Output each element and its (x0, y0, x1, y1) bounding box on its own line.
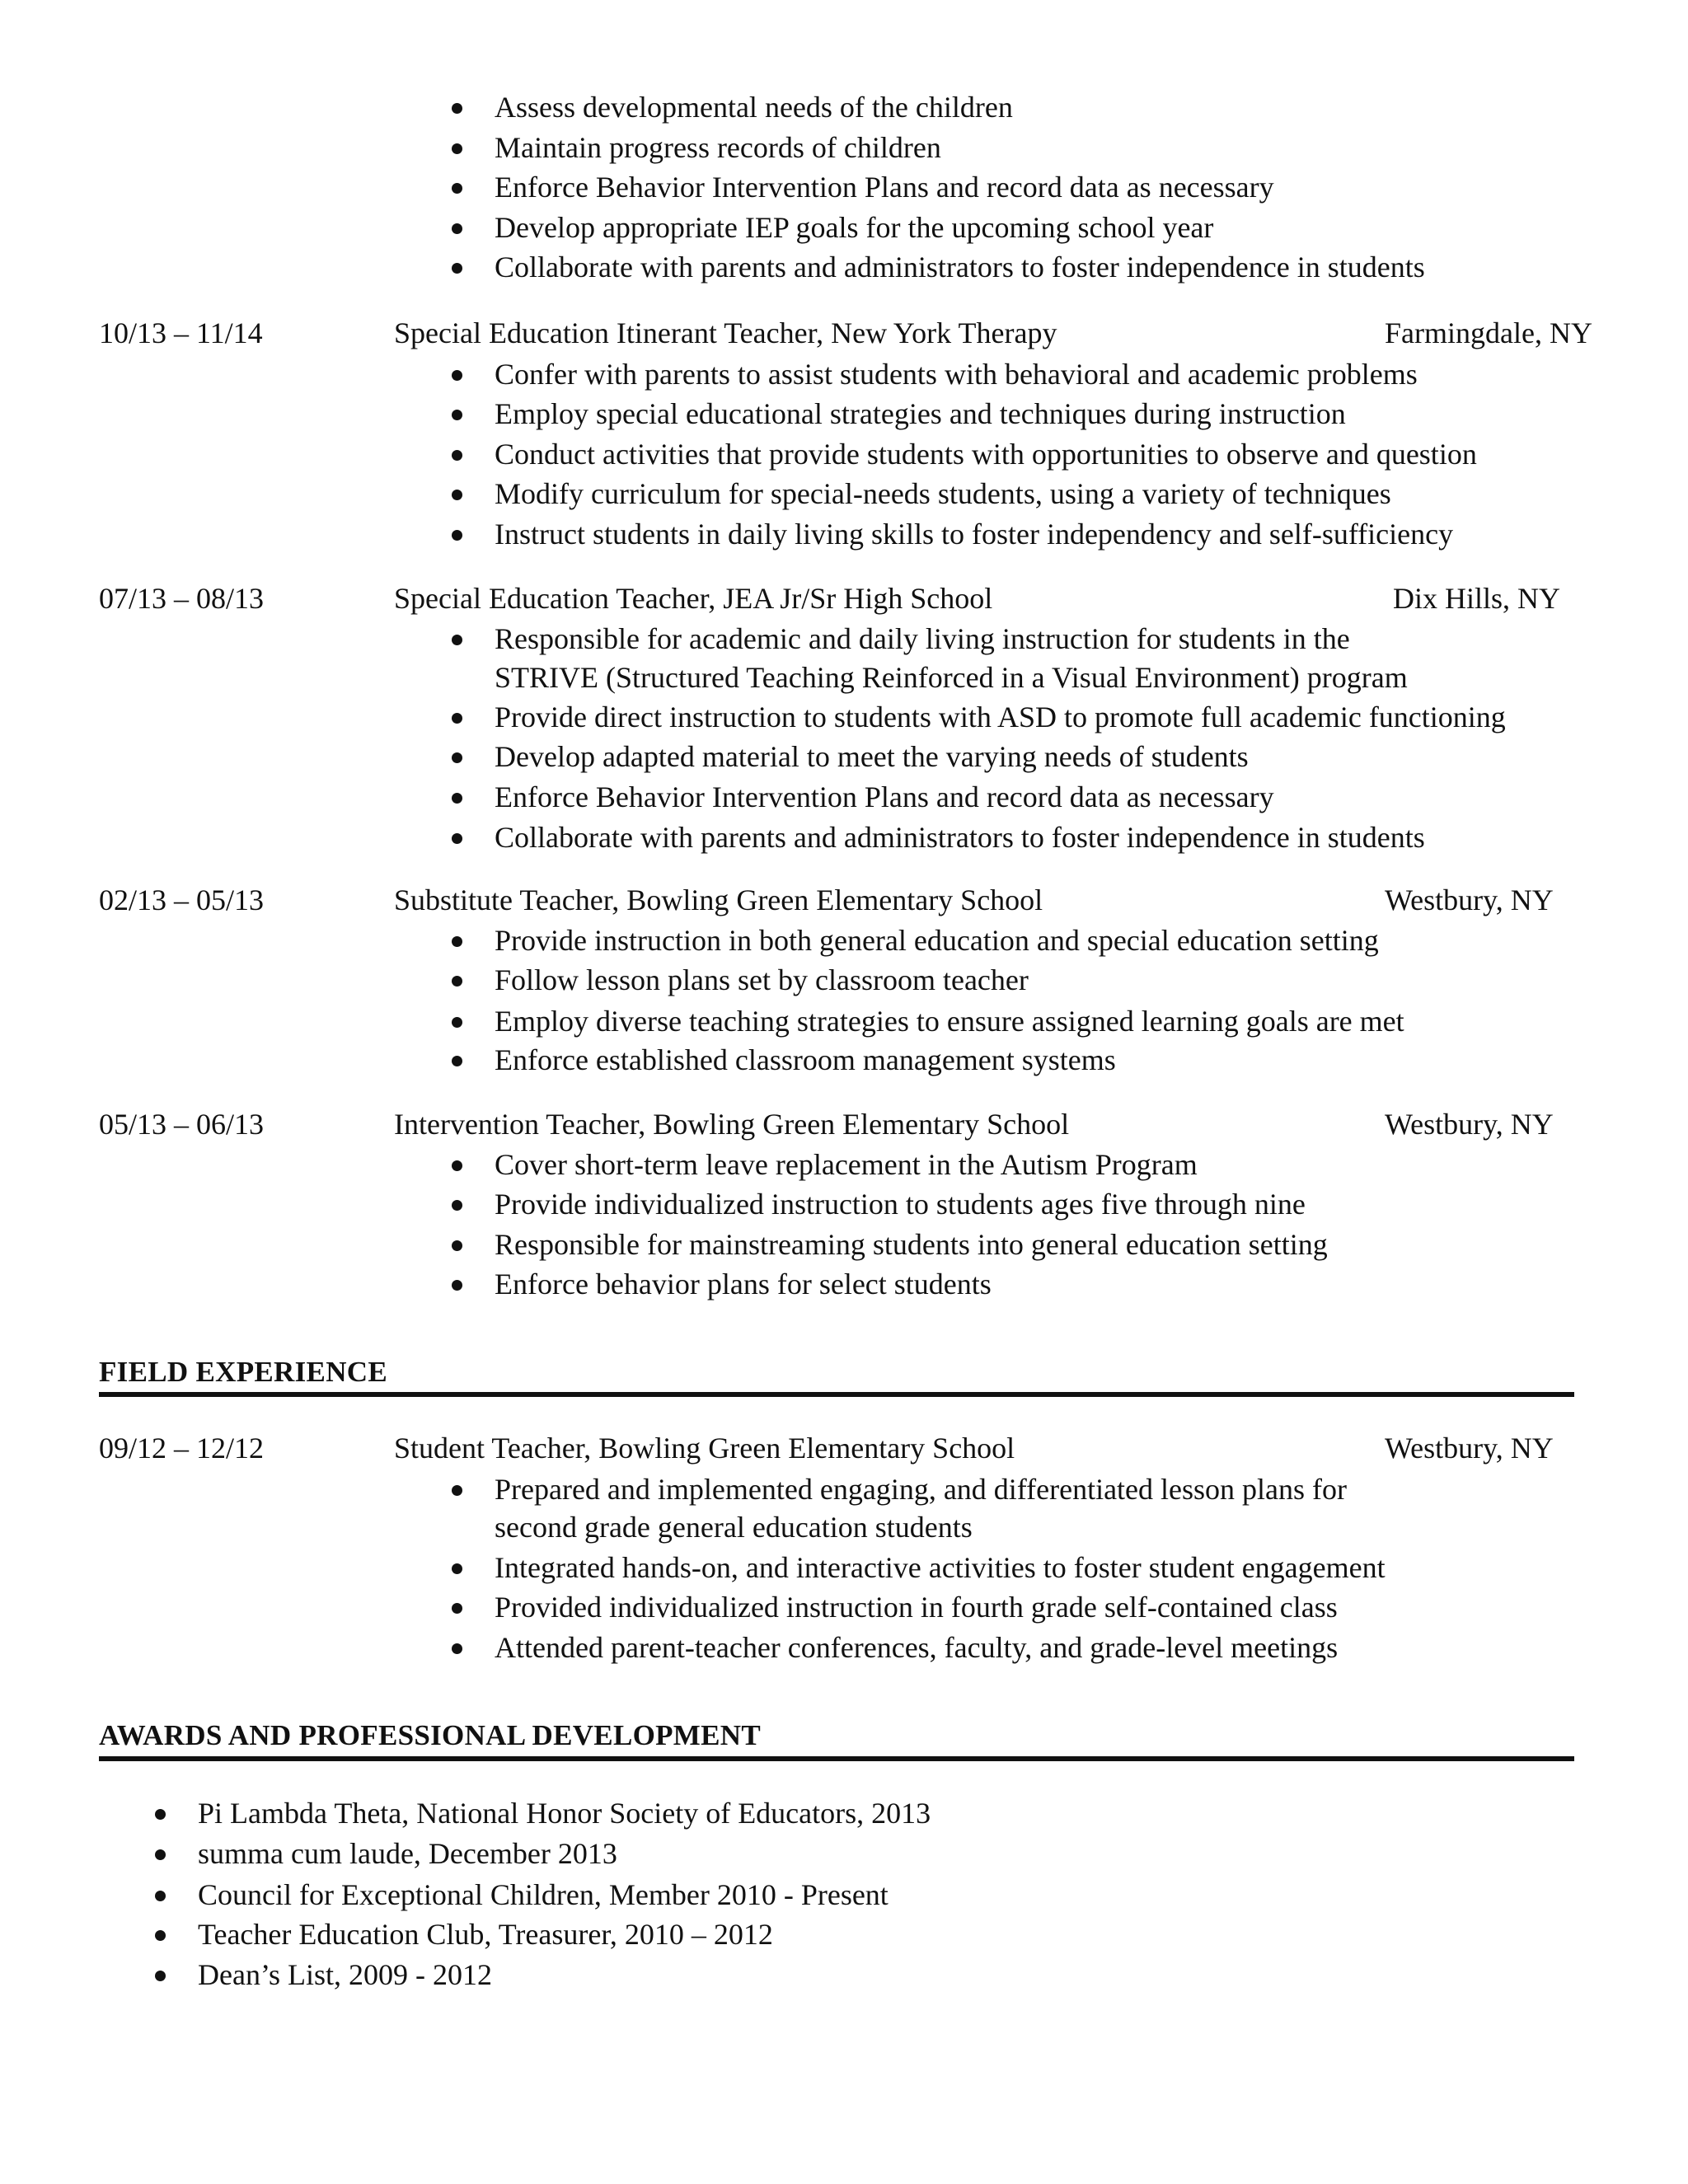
list-item: Pi Lambda Theta, National Honor Society of Educators, 2013 (198, 1797, 931, 1830)
list-item-continuation: STRIVE (Structured Teaching Reinforced in a Visual Environment) program (495, 661, 1408, 694)
list-item: Develop appropriate IEP goals for the upcoming school year (495, 211, 1214, 244)
list-item: Enforce Behavior Intervention Plans and record data as necessary (495, 780, 1274, 813)
job-location: Westbury, NY (1385, 883, 1554, 916)
list-item: Council for Exceptional Children, Member 2010 - Present (198, 1878, 889, 1911)
list-item: Confer with parents to assist students with behavioral and academic problems (495, 358, 1418, 391)
job-location: Farmingdale, NY (1385, 316, 1592, 349)
list-item: summa cum laude, December 2013 (198, 1837, 617, 1870)
list-item: Teacher Education Club, Treasurer, 2010 – 2012 (198, 1918, 773, 1951)
list-item: Provided individualized instruction in fourth grade self-contained class (495, 1591, 1338, 1624)
list-item: Enforce behavior plans for select students (495, 1268, 992, 1301)
list-item: Assess developmental needs of the children (495, 91, 1013, 124)
section-heading-field-experience: FIELD EXPERIENCE (99, 1356, 387, 1388)
list-item: Maintain progress records of children (495, 131, 941, 164)
job-title: Intervention Teacher, Bowling Green Elementary School (394, 1108, 1070, 1141)
list-item: Cover short-term leave replacement in the Autism Program (495, 1148, 1198, 1181)
list-item: Responsible for mainstreaming students into general education setting (495, 1228, 1328, 1261)
job-title: Substitute Teacher, Bowling Green Elementary School (394, 883, 1043, 916)
list-item: Prepared and implemented engaging, and differentiated lesson plans for (495, 1473, 1347, 1506)
list-item: Integrated hands-on, and interactive activities to foster student engagement (495, 1551, 1386, 1584)
list-item: Responsible for academic and daily living instruction for students in the (495, 622, 1350, 655)
section-divider (99, 1392, 1574, 1397)
job-title: Special Education Teacher, JEA Jr/Sr High School (394, 582, 993, 615)
list-item: Collaborate with parents and administrators to foster independence in students (495, 251, 1425, 284)
section-divider (99, 1756, 1574, 1761)
list-item: Dean’s List, 2009 - 2012 (198, 1958, 492, 1991)
job-location: Westbury, NY (1385, 1432, 1554, 1465)
list-item: Employ diverse teaching strategies to ensure assigned learning goals are met (495, 1005, 1404, 1038)
list-item: Develop adapted material to meet the varying needs of students (495, 740, 1249, 773)
list-item: Collaborate with parents and administrators to foster independence in students (495, 821, 1425, 854)
section-heading-awards: AWARDS AND PROFESSIONAL DEVELOPMENT (99, 1719, 761, 1751)
list-item: Provide direct instruction to students with ASD to promote full academic functioning (495, 701, 1506, 733)
list-item: Follow lesson plans set by classroom teacher (495, 963, 1029, 996)
job-dates: 07/13 – 08/13 (99, 582, 265, 615)
list-item: Instruct students in daily living skills to foster independency and self-sufficiency (495, 518, 1454, 551)
list-item: Conduct activities that provide students with opportunities to observe and question (495, 438, 1477, 471)
list-item-continuation: second grade general education students (495, 1511, 973, 1544)
job-dates: 05/13 – 06/13 (99, 1108, 265, 1141)
list-item: Modify curriculum for special-needs students, using a variety of techniques (495, 477, 1391, 510)
list-item: Enforce established classroom management systems (495, 1043, 1116, 1076)
list-item: Enforce Behavior Intervention Plans and record data as necessary (495, 171, 1274, 204)
job-dates: 09/12 – 12/12 (99, 1432, 265, 1465)
list-item: Provide individualized instruction to students ages five through nine (495, 1188, 1306, 1221)
job-title: Special Education Itinerant Teacher, New York Therapy (394, 316, 1057, 349)
list-item: Employ special educational strategies and techniques during instruction (495, 397, 1346, 430)
job-dates: 10/13 – 11/14 (99, 316, 263, 349)
list-item: Provide instruction in both general education and special education setting (495, 924, 1379, 957)
job-dates: 02/13 – 05/13 (99, 883, 265, 916)
job-title: Student Teacher, Bowling Green Elementary School (394, 1432, 1015, 1465)
job-location: Westbury, NY (1385, 1108, 1554, 1141)
list-item: Attended parent-teacher conferences, faculty, and grade-level meetings (495, 1631, 1339, 1664)
job-location: Dix Hills, NY (1393, 582, 1561, 615)
